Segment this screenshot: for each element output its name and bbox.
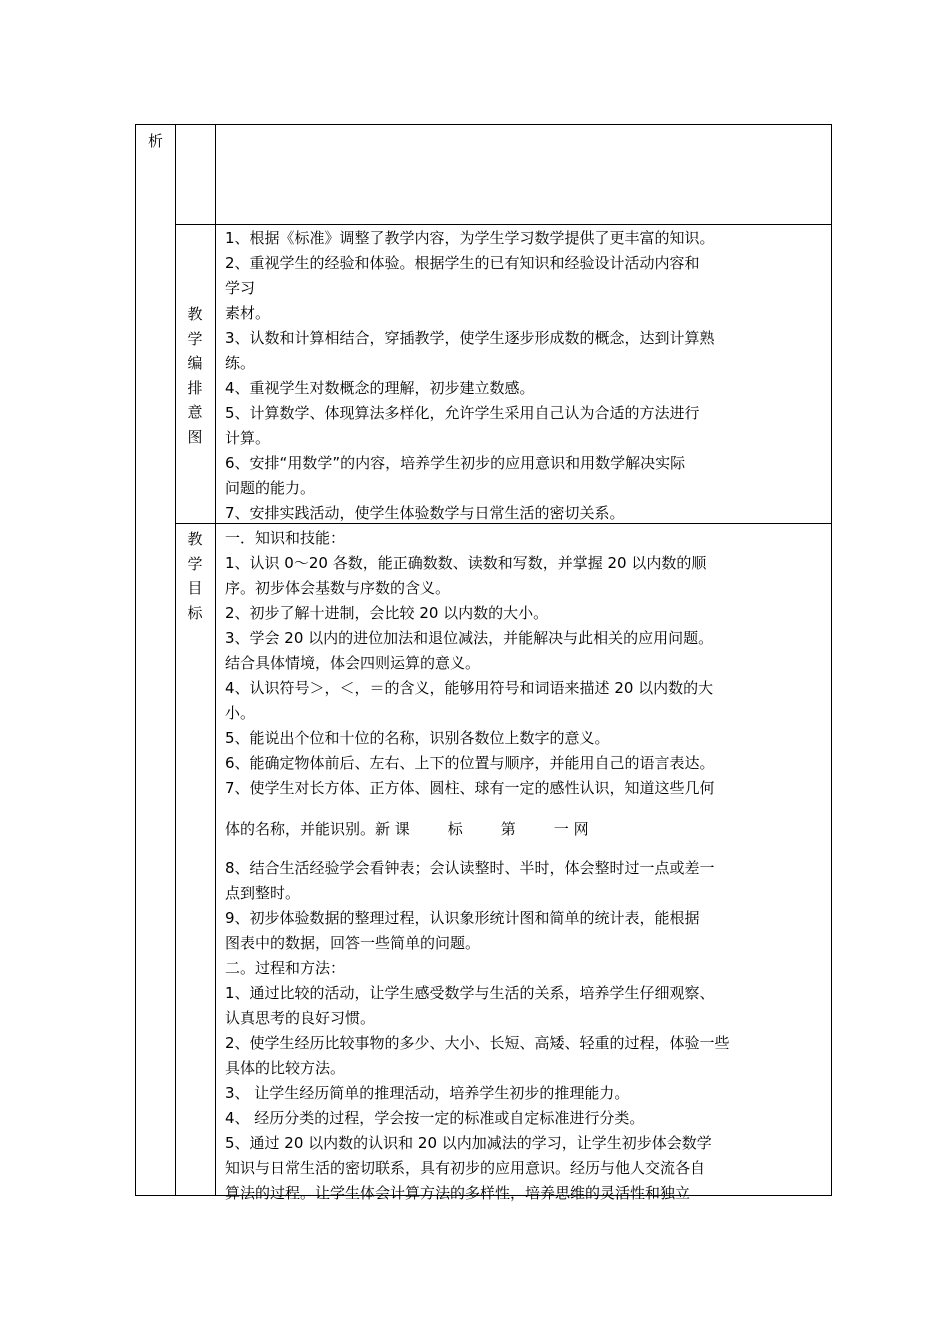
text-line: 练。: [225, 354, 256, 372]
text-line: 3、 让学生经历简单的推理活动，培养学生初步的推理能力。: [225, 1084, 630, 1102]
section-label-arrangement: 教 学 编 排 意 图: [187, 305, 203, 446]
text-line: 具体的比较方法。: [225, 1059, 346, 1077]
text-line: 素材。: [225, 304, 271, 322]
text-line: 小。: [225, 704, 256, 722]
first-column-label: 析: [148, 132, 164, 150]
text-line: 1、通过比较的活动，让学生感受数学与生活的关系，培养学生仔细观察、: [225, 984, 715, 1002]
text-line: 二。过程和方法：: [225, 959, 346, 977]
text-line: 4、重视学生对数概念的理解，初步建立数感。: [225, 379, 535, 397]
document-table: [135, 124, 832, 1202]
text-line: 8、结合生活经验学会看钟表；会认读整时、半时，体会整时过一点或差一: [225, 859, 715, 877]
text-line: 学习: [225, 279, 256, 297]
text-line: 计算。: [225, 429, 271, 447]
text-line: 3、认数和计算相结合，穿插教学，使学生逐步形成数的概念，达到计算熟: [225, 329, 715, 347]
text-line: 4、 经历分类的过程，学会按一定的标准或自定标准进行分类。: [225, 1109, 645, 1127]
text-line: 2、初步了解十进制，会比较 20 以内数的大小。: [225, 604, 549, 622]
text-line: 5、计算数学、体现算法多样化，允许学生采用自己认为合适的方法进行: [225, 404, 700, 422]
section-content-arrangement: [225, 226, 827, 526]
text-line: 6、能确定物体前后、左右、上下的位置与顺序，并能用自己的语言表达。: [225, 754, 715, 772]
text-line: 结合具体情境，体会四则运算的意义。: [225, 654, 481, 672]
text-line: 点到整时。: [225, 884, 301, 902]
column-divider-1: [175, 125, 176, 1195]
column-divider-2: [215, 125, 216, 1195]
text-line: 2、使学生经历比较事物的多少、大小、长短、高矮、轻重的过程，体验一些: [225, 1034, 730, 1052]
text-line: 认真思考的良好习惯。: [225, 1009, 376, 1027]
text-line: 问题的能力。: [225, 479, 316, 497]
text-line: 4、认识符号＞，＜，＝的含义，能够用符号和词语来描述 20 以内数的大: [225, 679, 714, 697]
text-line: 7、安排实践活动，使学生体验数学与日常生活的密切关系。: [225, 504, 625, 522]
section-content-objectives: [225, 526, 827, 1206]
text-line: 一．知识和技能：: [225, 529, 346, 547]
text-line: 2、重视学生的经验和体验。根据学生的已有知识和经验设计活动内容和: [225, 254, 700, 272]
text-line: 5、能说出个位和十位的名称，识别各数位上数字的意义。: [225, 729, 610, 747]
text-line: 1、根据《标准》调整了教学内容，为学生学习数学提供了更丰富的知识。: [225, 229, 715, 247]
text-line: 9、初步体验数据的整理过程，认识象形统计图和简单的统计表，能根据: [225, 909, 700, 927]
text-line: 算法的过程。让学生体会计算方法的多样性，培养思维的灵活性和独立: [225, 1184, 691, 1202]
text-line: 1、认识 0～20 各数，能正确数数、读数和写数，并掌握 20 以内数的顺: [225, 554, 707, 572]
text-line: 7、使学生对长方体、正方体、圆柱、球有一定的感性认识，知道这些几何: [225, 779, 715, 797]
section-label-objectives: 教 学 目 标: [187, 530, 203, 622]
text-line: 序。初步体会基数与序数的含义。: [225, 579, 451, 597]
text-line: 知识与日常生活的密切联系，具有初步的应用意识。经历与他人交流各自: [225, 1159, 706, 1177]
text-line: 6、安排“用数学”的内容，培养学生初步的应用意识和用数学解决实际: [225, 454, 686, 472]
text-line: 图表中的数据，回答一些简单的问题。: [225, 934, 481, 952]
text-line: 5、通过 20 以内数的认识和 20 以内加减法的学习，让学生初步体会数学: [225, 1134, 712, 1152]
spaced-text-line: 体的名称，并能识别。新 课 标 第 一 网: [225, 820, 589, 838]
row-divider-1: [175, 224, 831, 225]
text-line: 3、学会 20 以内的进位加法和退位减法，并能解决与此相关的应用问题。: [225, 629, 714, 647]
